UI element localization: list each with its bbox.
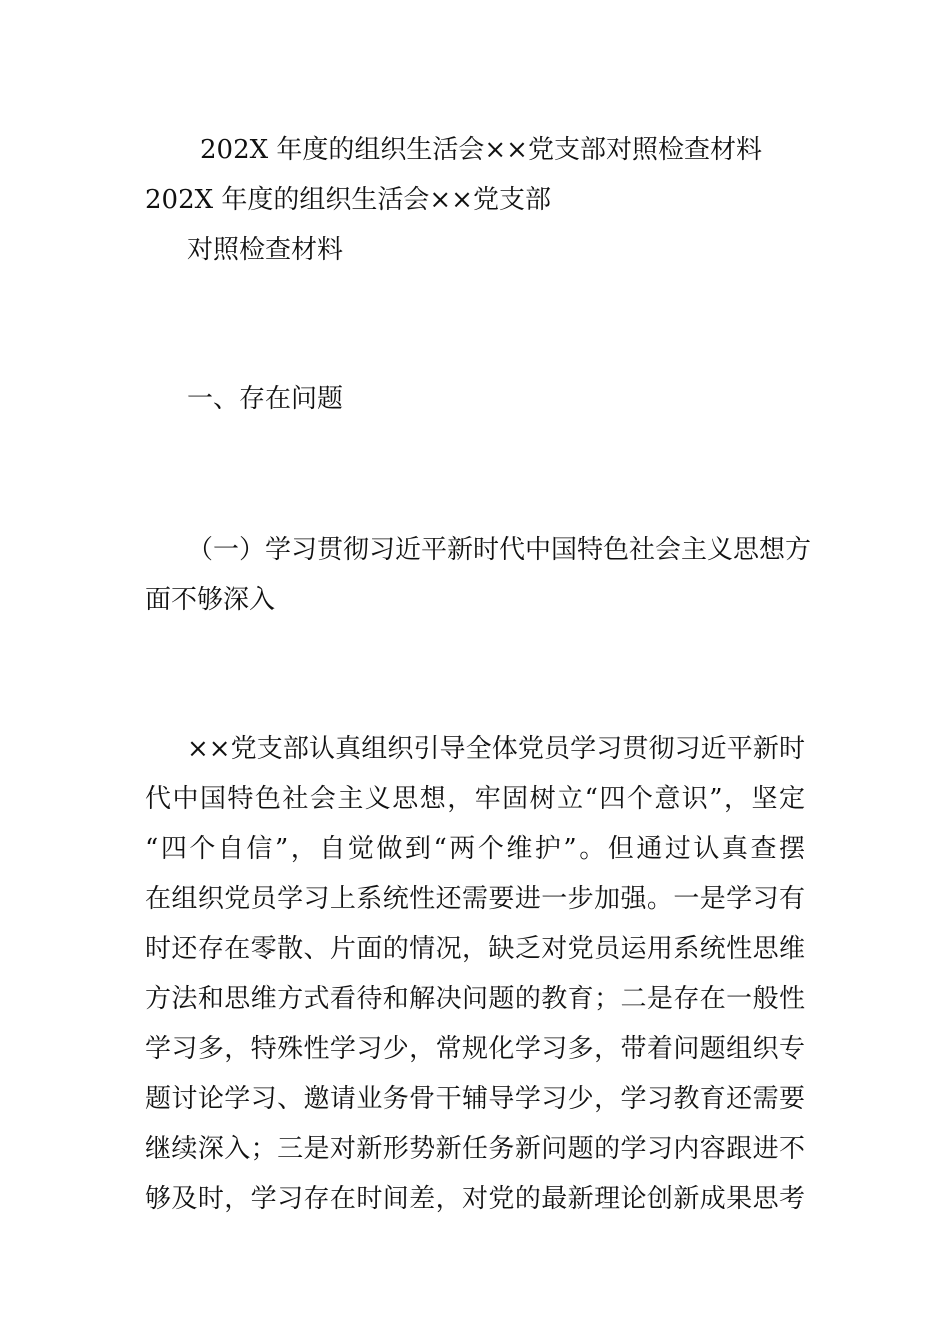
body-paragraph: [145, 732, 805, 1232]
subsection-heading: （一）学习贯彻习近平新时代中国特色社会主义思想方: [187, 535, 812, 565]
section-heading: 一、存在问题: [187, 384, 344, 414]
paragraph-line: 时还存在零散、片面的情况，缺乏对党员运用系统性思维: [145, 934, 805, 964]
paragraph-line: 继续深入；三是对新形势新任务新问题的学习内容跟进不: [145, 1134, 805, 1164]
paragraph-line: ××党支部认真组织引导全体党员学习贯彻习近平新时: [187, 734, 805, 764]
paragraph-line: 学习多，特殊性学习少，常规化学习多，带着问题组织专: [145, 1034, 805, 1064]
paragraph-line: 题讨论学习、邀请业务骨干辅导学习少，学习教育还需要: [145, 1084, 805, 1114]
paragraph-line: 代中国特色社会主义思想，牢固树立“四个意识”，坚定: [145, 784, 805, 814]
paragraph-line: “四个自信”，自觉做到“两个维护”。但通过认真查摆: [145, 834, 805, 864]
paragraph-line: 够及时，学习存在时间差，对党的最新理论创新成果思考: [145, 1184, 805, 1214]
document-title: 202X 年度的组织生活会××党支部对照检查材料: [200, 135, 762, 165]
paragraph-line: 在组织党员学习上系统性还需要进一步加强。一是学习有: [145, 884, 805, 914]
paragraph-line: 方法和思维方式看待和解决问题的教育；二是存在一般性: [145, 984, 805, 1014]
document-subtitle-continued: 对照检查材料: [187, 235, 344, 265]
document-subtitle: 202X 年度的组织生活会××党支部: [145, 185, 551, 215]
subsection-heading-continued: 面不够深入: [145, 585, 276, 615]
